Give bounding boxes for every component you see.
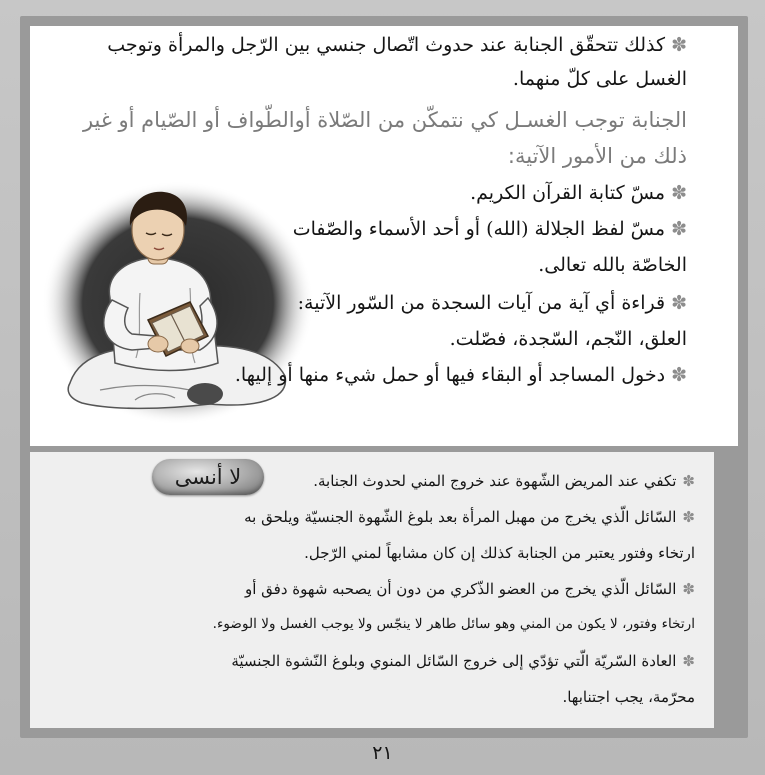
reminder-note: ✽العادة السّريّة الّتي تؤدّي إلى خروج السّائل المنوي وبلوغ النّشوة الجنسيّة xyxy=(231,652,695,670)
star-bullet-icon: ✽ xyxy=(682,508,695,526)
list-item: ✽مسّ كتابة القرآن الكريم. xyxy=(470,182,687,204)
section1-line2: الغسل على كلّ منهما. xyxy=(512,68,687,90)
star-bullet-icon: ✽ xyxy=(671,182,687,204)
reminder-note-continuation: محرّمة، يجب اجتنابها. xyxy=(562,688,695,706)
reminder-note-continuation: ارتخاء وفتور، لا يكون من المني وهو سائل طاهر لا ينجّس ولا يوجب الغسل ولا الوضوء. xyxy=(212,616,695,632)
section1-line1: ✽كذلك تتحقّق الجنابة عند حدوث اتّصال جنسي بين الرّجل والمرأة وتوجب xyxy=(107,34,687,56)
reminder-note: ✽تكفي عند المريض الشّهوة عند خروج المني لحدوث الجنابة. xyxy=(313,472,695,490)
reminder-badge-label: لا أنسى xyxy=(174,465,242,489)
star-bullet-icon: ✽ xyxy=(671,364,687,386)
reminder-badge xyxy=(152,459,264,495)
section2-heading-line2: ذلك من الأمور الآتية: xyxy=(507,144,687,168)
star-bullet-icon: ✽ xyxy=(671,218,687,240)
star-bullet-icon: ✽ xyxy=(671,292,687,314)
list-item: ✽مسّ لفظ الجلالة (الله) أو أحد الأسماء والصّفات xyxy=(292,218,687,240)
reminder-note-continuation: ارتخاء وفتور يعتبر من الجنابة كذلك إن كان مشابهاً لمني الرّجل. xyxy=(304,544,695,562)
star-bullet-icon: ✽ xyxy=(682,472,695,490)
reminder-note: ✽السّائل الّذي يخرج من العضو الذّكري من دون أن يصحبه شهوة دفق أو xyxy=(244,580,695,598)
page-number: ٢١ xyxy=(372,742,393,764)
star-bullet-icon: ✽ xyxy=(682,580,695,598)
section2-heading-line1: الجنابة توجب الغسـل كي نتمكّن من الصّلاة أوالطّواف أو الصّيام أو غير xyxy=(82,108,687,132)
list-item: ✽دخول المساجد أو البقاء فيها أو حمل شيء منها أو إليها. xyxy=(234,364,687,386)
star-bullet-icon: ✽ xyxy=(671,34,687,56)
reminder-note: ✽السّائل الّذي يخرج من مهبل المرأة بعد بلوغ الشّهوة الجنسيّة ويلحق به xyxy=(244,508,695,526)
boy-reading-book-icon xyxy=(40,178,315,433)
star-bullet-icon: ✽ xyxy=(682,652,695,670)
list-item: ✽قراءة أي آية من آيات السجدة من السّور الآتية: xyxy=(297,292,687,314)
list-item-continuation: العلق، النّجم، السّجدة، فصّلت. xyxy=(449,328,687,350)
list-item-continuation: الخاصّة بالله تعالى. xyxy=(538,254,687,276)
